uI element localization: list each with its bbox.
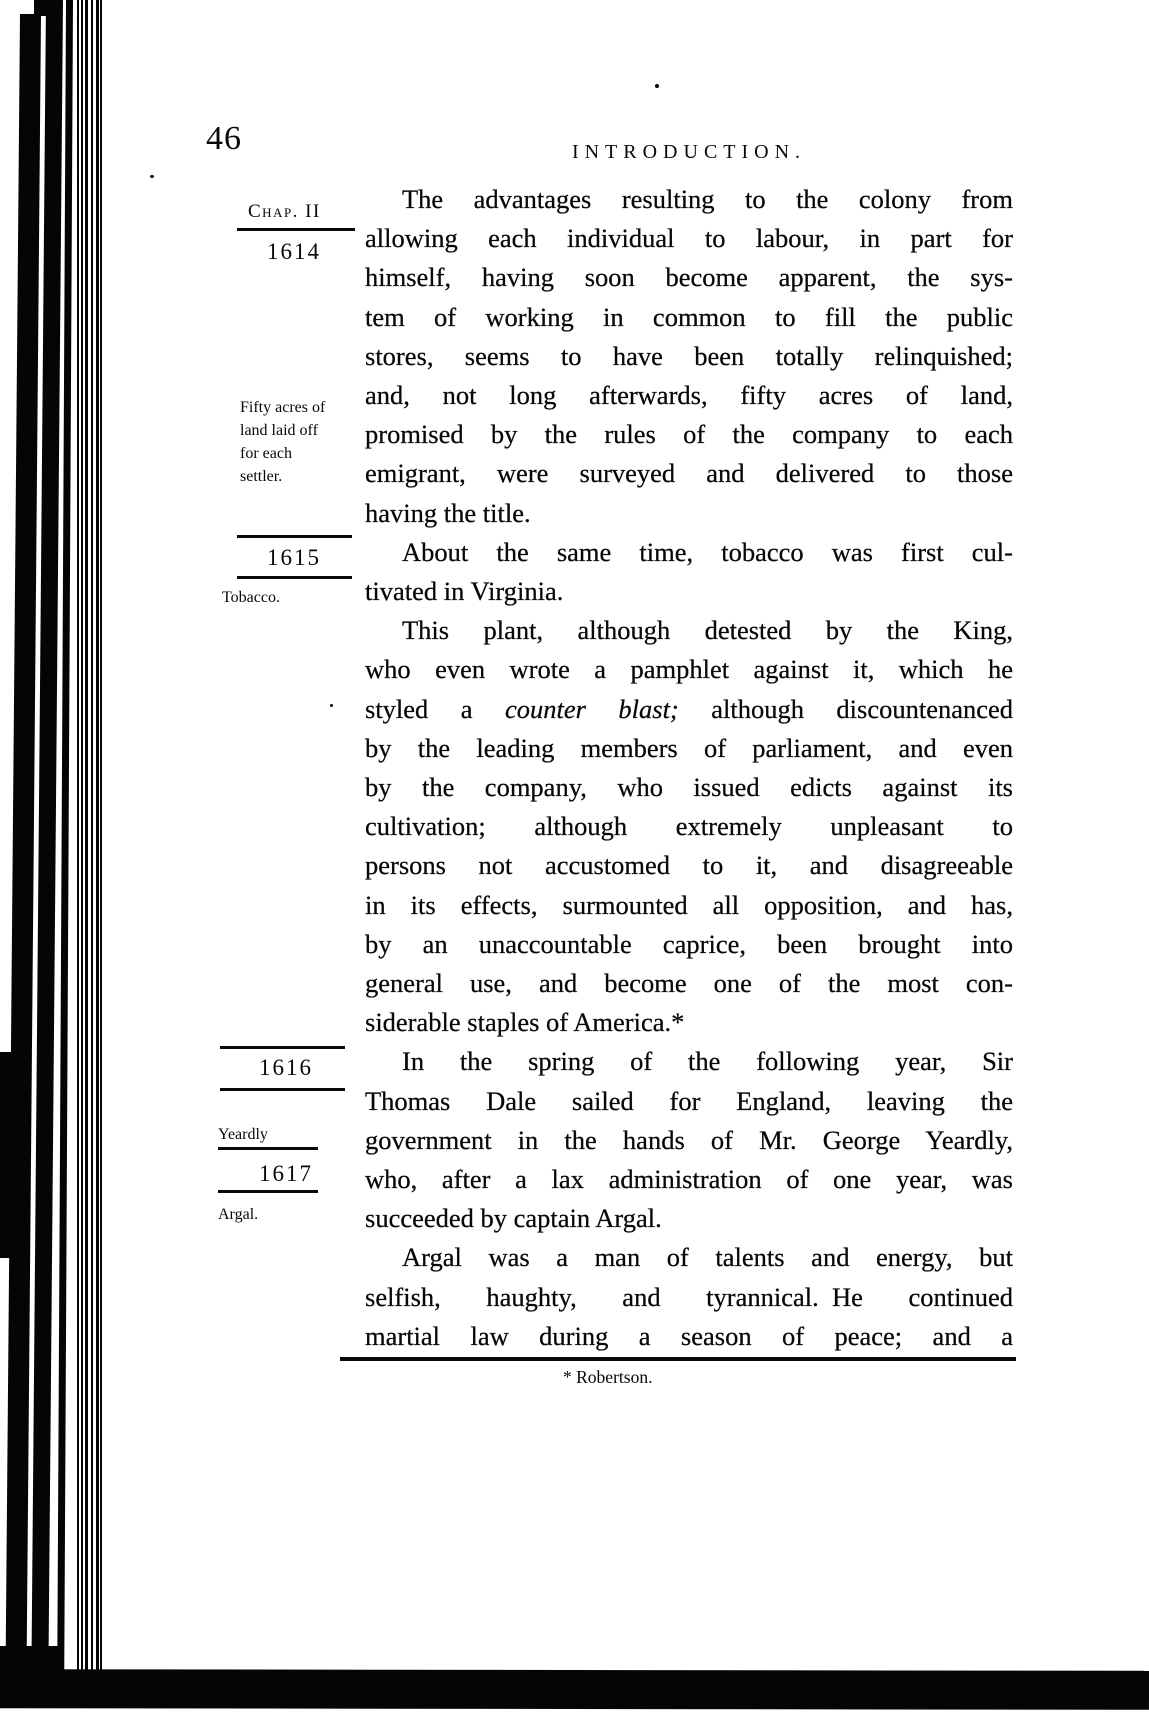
ink-speck <box>150 175 154 178</box>
body-line: Argal was a man of talents and energy, but <box>402 1242 1013 1273</box>
running-head: INTRODUCTION. <box>571 141 807 163</box>
body-line: who even wrote a pamphlet against it, which he <box>365 654 1013 685</box>
body-line: siderable staples of America.* <box>365 1007 685 1038</box>
ink-speck <box>330 704 333 707</box>
binding-streak-line <box>81 0 83 1672</box>
scan-edge-blob <box>34 0 60 16</box>
footnote-rule <box>340 1357 1016 1361</box>
margin-rule <box>237 228 355 231</box>
body-line: and, not long afterwards, fifty acres of land, <box>365 380 1013 411</box>
body-line: selfish, haughty, and tyrannical. He continued <box>365 1281 1013 1312</box>
body-line: promised by the rules of the company to each <box>365 419 1013 450</box>
italic-phrase: counter blast; <box>504 693 679 724</box>
body-line: in its effects, surmounted all opposition, and has, <box>365 889 1013 920</box>
body-line: by the company, who issued edicts against its <box>365 772 1013 803</box>
body-line: tivated in Virginia. <box>365 576 564 607</box>
binding-streak-line <box>77 0 79 1672</box>
body-line: tem of working in common to fill the public <box>365 301 1013 332</box>
margin-note-fifty-acres: Fifty acres of land laid off for each settler. <box>240 399 326 485</box>
body-line: In the spring of the following year, Sir <box>402 1046 1013 1077</box>
margin-rule <box>237 535 352 538</box>
margin-note-argal: Argal. <box>218 1206 259 1223</box>
body-line-text: styled a <box>365 693 505 724</box>
margin-year-1615: 1615 <box>267 545 321 570</box>
margin-rule <box>220 1046 345 1049</box>
body-line: by an unaccountable caprice, been brought into <box>365 928 1013 959</box>
body-line: martial law during a season of peace; and a <box>365 1320 1013 1351</box>
binding-streak-line <box>91 0 93 1672</box>
body-line: stores, seems to have been totally relinquished; <box>365 340 1013 371</box>
body-line: general use, and become one of the most con- <box>365 968 1013 999</box>
body-line: cultivation; although extremely unpleasant to <box>365 811 1013 842</box>
body-line: by the leading members of parliament, and even <box>365 732 1013 763</box>
body-line: allowing each individual to labour, in part for <box>365 223 1013 254</box>
body-line: government in the hands of Mr. George Yeardly, <box>365 1124 1013 1155</box>
body-line: This plant, although detested by the King, <box>402 615 1013 646</box>
body-line: persons not accustomed to it, and disagreeable <box>365 850 1013 881</box>
binding-streak-line <box>100 0 102 1672</box>
body-line: emigrant, were surveyed and delivered to those <box>365 458 1013 489</box>
body-line: About the same time, tobacco was first cul- <box>402 536 1013 567</box>
page-number: 46 <box>206 120 242 157</box>
body-line: The advantages resulting to the colony from <box>402 184 1013 214</box>
margin-note-tobacco: Tobacco. <box>222 589 280 606</box>
ink-speck <box>655 84 659 88</box>
margin-rule <box>218 1190 318 1193</box>
body-line: who, after a lax administration of one year, was <box>365 1164 1013 1195</box>
binding-streak-line <box>85 0 88 1672</box>
margin-note-yeardly: Yeardly <box>218 1126 268 1143</box>
body-line: himself, having soon become apparent, the sys- <box>365 262 1013 293</box>
scan-bottom-bar <box>0 1669 1149 1710</box>
binding-streak-line <box>96 0 99 1672</box>
body-line: having the title. <box>365 497 531 528</box>
margin-year-1616: 1616 <box>259 1055 313 1080</box>
body-text-block <box>365 180 1013 1356</box>
margin-rule <box>218 1147 318 1150</box>
margin-year-1617: 1617 <box>259 1161 313 1186</box>
margin-rule <box>237 576 352 579</box>
margin-rule <box>220 1088 345 1091</box>
footnote-citation: * Robertson. <box>563 1367 653 1387</box>
body-line: Thomas Dale sailed for England, leaving the <box>365 1085 1013 1116</box>
body-line-text: although discountenanced <box>678 693 1014 724</box>
margin-year-1614: 1614 <box>267 239 321 264</box>
body-line <box>365 690 1013 729</box>
body-line: succeeded by captain Argal. <box>365 1203 662 1234</box>
binding-shadow-block <box>0 1052 30 1258</box>
margin-chapter-label: Chap. II <box>248 201 321 222</box>
